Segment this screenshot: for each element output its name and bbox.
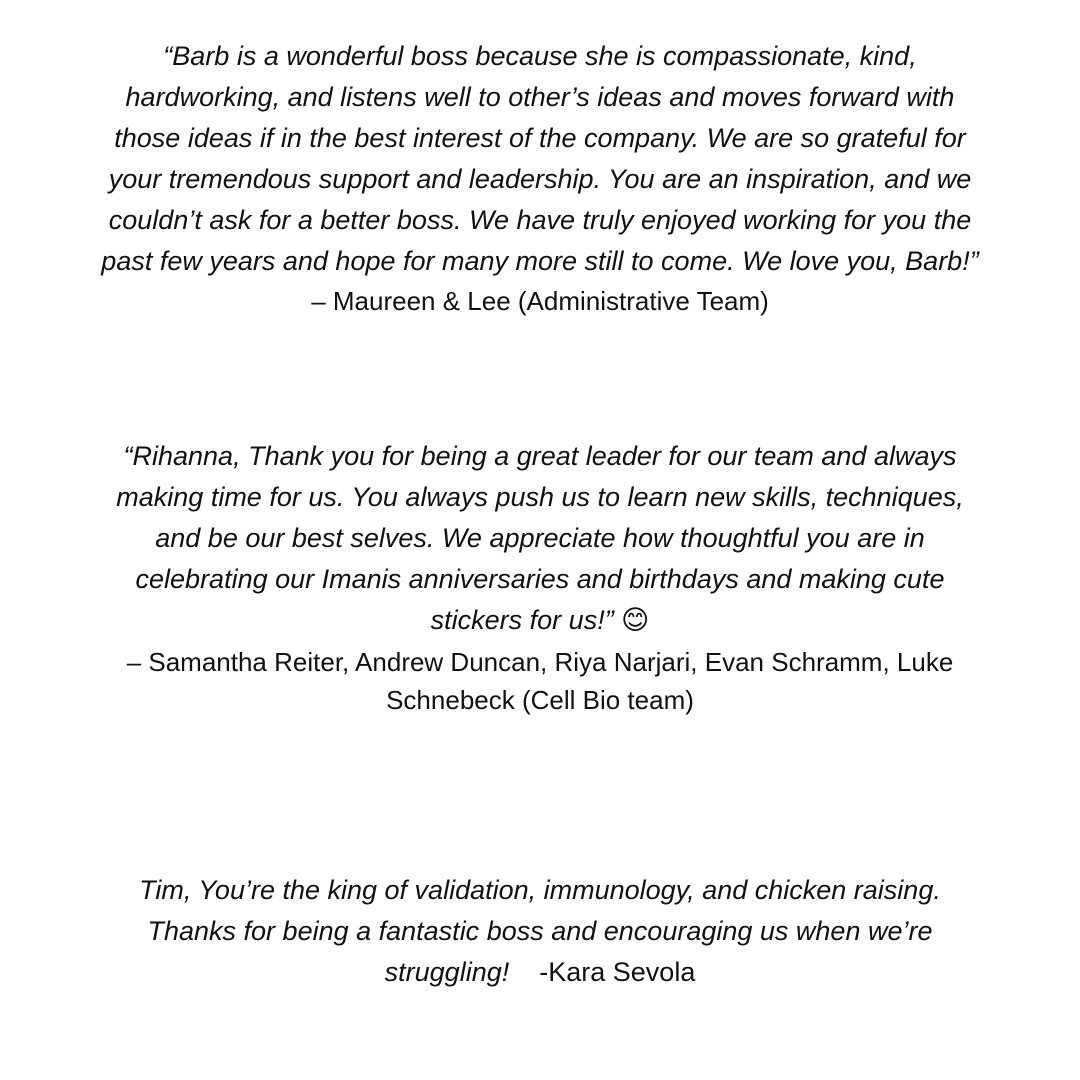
quote-text: [90, 870, 990, 993]
testimonial-tim: [0, 870, 1080, 993]
quote-attribution: – Maureen & Lee (Administrative Team): [311, 286, 769, 316]
quote-text: “Barb is a wonderful boss because she is compassionate, kind, hardworking, and listens well to other’s ideas and moves forward with those ideas if in the best interest of the company. We are so grateful for your tremendous support and leadership. You are an inspiration, and we couldn’t ask for a better boss. We have truly enjoyed working for you the past few years and hope for many more still to come. We love you, Barb!”: [101, 41, 979, 276]
quote-attribution: – Samantha Reiter, Andrew Duncan, Riya Narjari, Evan Schramm, Luke Schnebeck (Cell Bio team): [126, 647, 954, 715]
testimonial-barb: [0, 36, 1080, 320]
quote-body: Tim, You’re the king of validation, immunology, and chicken raising. Thanks for being a fantastic boss and encouraging us when we’re struggling!: [139, 875, 941, 987]
testimonial-rihanna: [0, 436, 1080, 719]
quote-text: “Rihanna, Thank you for being a great leader for our team and always making time for us. You always push us to learn new skills, techniques, and be our best selves. We appreciate how thoughtful you are in celebrating our Imanis anniversaries and birthdays and making cute stickers for us!” 😊: [116, 441, 964, 635]
quote-attribution: -Kara Sevola: [539, 957, 696, 987]
